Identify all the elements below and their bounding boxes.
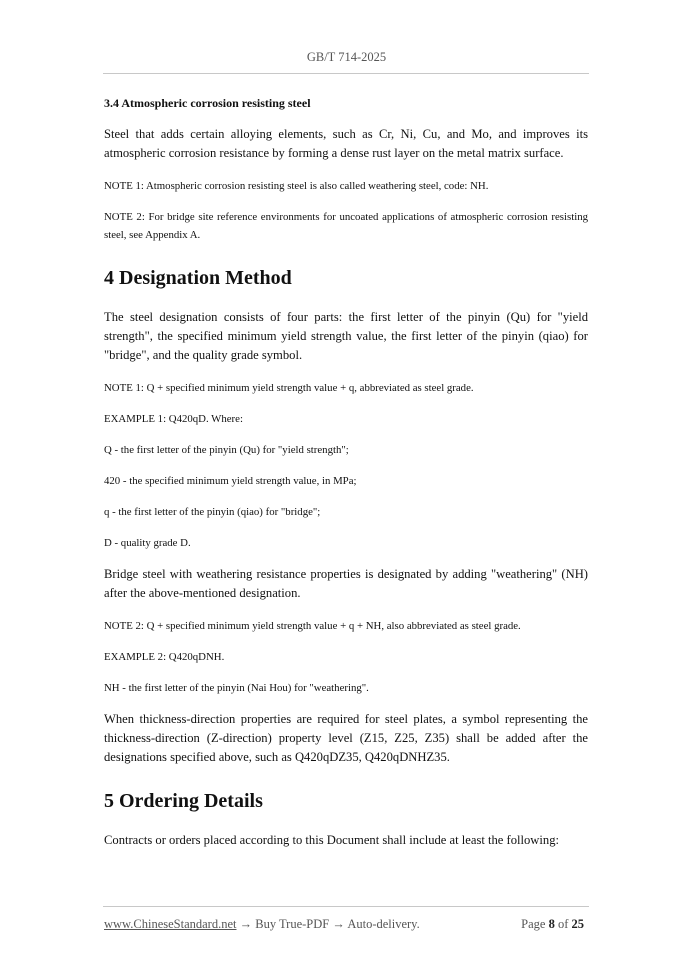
section-4-title: 4 Designation Method [104,267,292,289]
page-total: 25 [571,917,584,931]
section-4-example-2: EXAMPLE 2: Q420qDNH. [104,651,225,663]
section-5-paragraph-1: Contracts or orders placed according to this Document shall include at least the following: [104,833,559,847]
section-3-4-definition: Steel that adds certain alloying elements, such as Cr, Ni, Cu, and Mo, and improves its atmospheric corrosion resistance by forming a dense rust layer on the metal matrix surface. [104,127,588,160]
footer-links [104,917,420,932]
site-link[interactable]: www.ChineseStandard.net [104,917,237,931]
section-4-item-d: D - quality grade D. [104,537,191,549]
page-content [104,96,588,864]
section-4-item-q: Q - the first letter of the pinyin (Qu) for "yield strength"; [104,444,349,456]
section-4-item-qq: q - the first letter of the pinyin (qiao) for "bridge"; [104,506,321,518]
section-3-4-note-1: NOTE 1: Atmospheric corrosion resisting steel is also called weathering steel, code: NH. [104,180,489,192]
page-current: 8 [548,917,555,931]
page-of-label: of [557,917,569,931]
arrow-icon: → [332,917,345,931]
auto-delivery-text: Auto-delivery. [347,917,420,931]
section-4-note-1: NOTE 1: Q + specified minimum yield strength value + q, abbreviated as steel grade. [104,382,474,394]
section-4-item-420: 420 - the specified minimum yield strength value, in MPa; [104,475,357,487]
document-header: GB/T 714-2025 [306,50,387,64]
section-5-title: 5 Ordering Details [104,790,263,812]
section-4-example-1: EXAMPLE 1: Q420qD. Where: [104,413,243,425]
section-4-item-nh: NH - the first letter of the pinyin (Nai Hou) for "weathering". [104,682,369,694]
arrow-icon: → [239,917,253,931]
section-4-paragraph-1: The steel designation consists of four parts: the first letter of the pinyin (Qu) for "yield strength", the specified minimum yield strength value, the first letter of the pinyin (qiao) for "bridge", and the quality grade symbol. [104,310,588,362]
footer-divider [103,906,589,907]
section-3-4-title: 3.4 Atmospheric corrosion resisting steel [104,96,311,110]
section-3-4-note-2: NOTE 2: For bridge site reference environments for uncoated applications of atmospheric corrosion resisting steel, see Appendix A. [104,211,588,241]
section-4-paragraph-3: When thickness-direction properties are required for steel plates, a symbol representing the thickness-direction (Z-direction) property level (Z15, Z25, Z35) shall be added after the designations specified above, such as Q420qDZ35, Q420qDNHZ35. [104,712,588,764]
section-4-paragraph-2: Bridge steel with weathering resistance properties is designated by adding "weathering" (NH) after the above-mentioned designation. [104,567,588,600]
page-number [521,917,584,932]
header-divider [103,73,589,74]
section-4-note-2: NOTE 2: Q + specified minimum yield strength value + q + NH, also abbreviated as steel grade. [104,620,521,632]
page-label: Page [521,917,546,931]
buy-pdf-text: Buy True-PDF [255,917,330,931]
